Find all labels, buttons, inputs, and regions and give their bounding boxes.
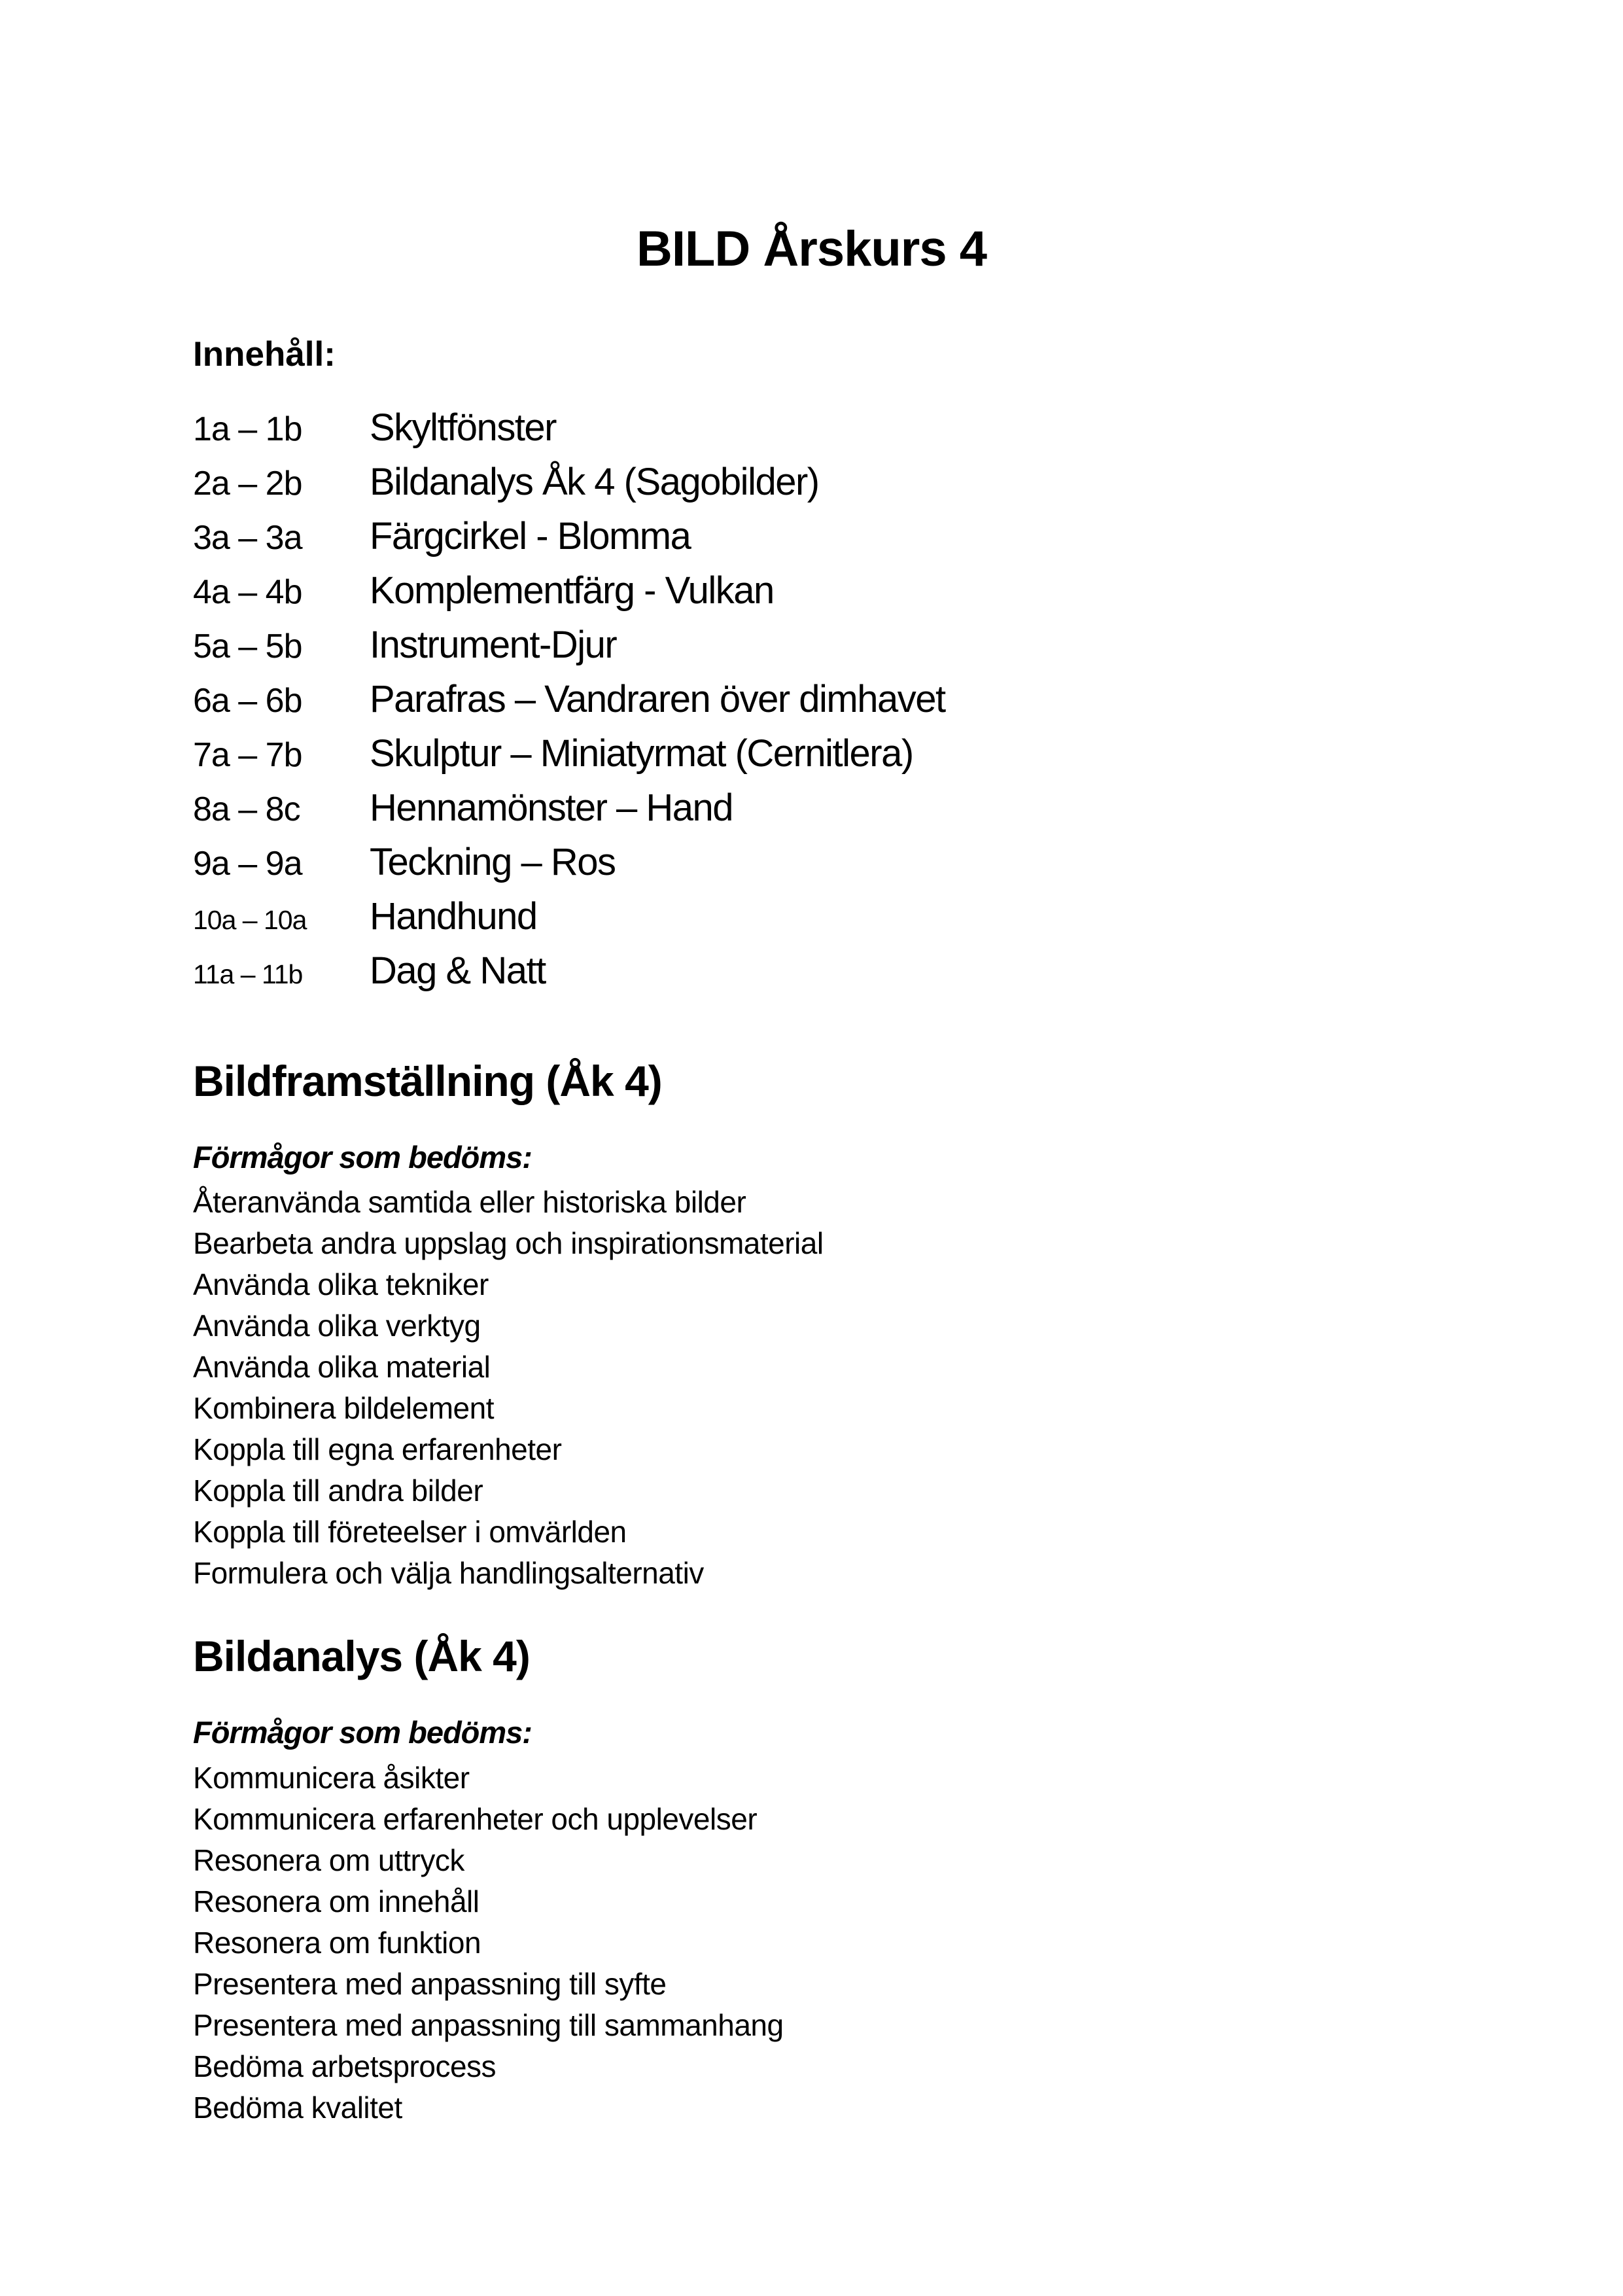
ability-line: Kommunicera åsikter xyxy=(193,1760,470,1795)
toc-item-label: Bildanalys Åk 4 (Sagobilder) xyxy=(370,460,819,503)
ability-line: Kombinera bildelement xyxy=(193,1391,494,1426)
ability-line: Kommunicera erfarenheter och upplevelser xyxy=(193,1801,758,1836)
toc-row xyxy=(193,514,1492,569)
ability-line: Använda olika material xyxy=(193,1350,491,1385)
toc-item-range: 8a – 8c xyxy=(193,790,300,828)
toc-item-range: 10a – 10a xyxy=(193,904,307,935)
ability-line: Bedöma kvalitet xyxy=(193,2090,402,2125)
toc-item-range: 6a – 6b xyxy=(193,681,302,720)
ability-line: Resonera om uttryck xyxy=(193,1843,464,1877)
toc-item-label: Dag & Natt xyxy=(370,949,546,992)
toc-item-range: 4a – 4b xyxy=(193,573,302,611)
toc-item-label: Handhund xyxy=(370,894,537,938)
toc-item-range: 5a – 5b xyxy=(193,627,302,665)
toc-row xyxy=(193,786,1492,840)
ability-line: Koppla till andra bilder xyxy=(193,1474,483,1508)
ability-line: Bearbeta andra uppslag och inspirationsmaterial xyxy=(193,1226,824,1261)
ability-line: Presentera med anpassning till sammanhang xyxy=(193,2007,784,2042)
ability-line: Presentera med anpassning till syfte xyxy=(193,1966,667,2001)
section-bildanalys xyxy=(193,1634,1492,2128)
contents-heading: Innehåll: xyxy=(193,334,336,374)
section-subheading: Förmågor som bedöms: xyxy=(193,1715,532,1750)
toc-row xyxy=(193,949,1492,1003)
toc-item-range: 11a – 11b xyxy=(193,959,303,989)
toc-item-range: 3a – 3a xyxy=(193,518,302,557)
toc-row xyxy=(193,406,1492,460)
toc-item-range: 9a – 9a xyxy=(193,844,302,883)
toc-item-range: 7a – 7b xyxy=(193,735,302,774)
section-subheading: Förmågor som bedöms: xyxy=(193,1139,532,1174)
toc-item-label: Instrument-Djur xyxy=(370,623,617,666)
section-heading: Bildframställning (Åk 4) xyxy=(193,1056,662,1105)
toc-item-label: Färgcirkel - Blomma xyxy=(370,514,691,557)
toc-row xyxy=(193,677,1492,732)
table-of-contents xyxy=(193,406,1492,1003)
ability-line: Formulera och välja handlingsalternativ xyxy=(193,1556,704,1591)
ability-line: Använda olika verktyg xyxy=(193,1309,481,1343)
document-title: BILD Årskurs 4 xyxy=(636,221,987,277)
document-content xyxy=(193,334,1492,2128)
ability-line: Koppla till egna erfarenheter xyxy=(193,1432,562,1467)
ability-list xyxy=(193,1757,1492,2128)
toc-item-range: 2a – 2b xyxy=(193,464,302,503)
section-heading: Bildanalys (Åk 4) xyxy=(193,1632,530,1681)
toc-item-range: 1a – 1b xyxy=(193,410,302,448)
ability-line: Resonera om innehåll xyxy=(193,1884,480,1918)
ability-line: Resonera om funktion xyxy=(193,1925,481,1960)
ability-line: Koppla till företeelser i omvärlden xyxy=(193,1515,627,1549)
toc-row xyxy=(193,840,1492,894)
ability-line: Återanvända samtida eller historiska bilder xyxy=(193,1185,746,1220)
ability-list xyxy=(193,1182,1492,1594)
toc-row xyxy=(193,732,1492,786)
ability-line: Bedöma arbetsprocess xyxy=(193,2049,497,2083)
toc-row xyxy=(193,569,1492,623)
toc-row xyxy=(193,894,1492,949)
toc-row xyxy=(193,623,1492,677)
toc-item-label: Skyltfönster xyxy=(370,406,556,449)
ability-line: Använda olika tekniker xyxy=(193,1267,489,1302)
toc-item-label: Skulptur – Miniatyrmat (Cernitlera) xyxy=(370,732,913,775)
section-bildframstallning xyxy=(193,1056,1492,1595)
toc-item-label: Parafras – Vandraren över dimhavet xyxy=(370,677,945,720)
toc-item-label: Teckning – Ros xyxy=(370,840,616,883)
toc-item-label: Komplementfärg - Vulkan xyxy=(370,569,774,612)
toc-item-label: Hennamönster – Hand xyxy=(370,786,733,829)
toc-row xyxy=(193,460,1492,514)
